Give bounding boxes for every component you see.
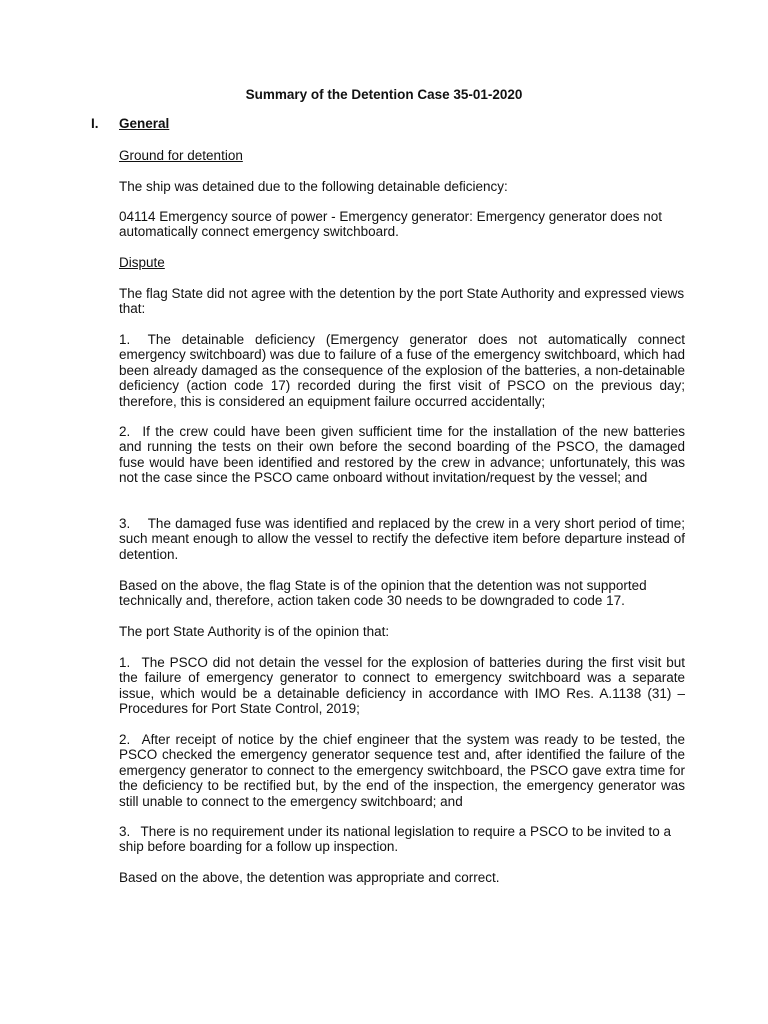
flag-point-2: 2. If the crew could have been given sufficient time for the installation of the new batteries and running the tests on their own before the second boarding of the PSCO, the damaged fuse would have been identified and restored by the crew in advance; unfortunately, this was not the case since the PSCO came onboard without invitation/request by the vessel; and: [119, 424, 685, 486]
flag-point-1: 1. The detainable deficiency (Emergency generator does not automatically connect emergency switchboard) was due to failure of a fuse of the emergency switchboard, which had been already damaged as the consequence of the explosion of the batteries, a non-detainable deficiency (action code 17) recorded during the first visit of PSCO on the previous day; therefore, this is considered an equipment failure occurred accidentally;: [119, 332, 685, 409]
port-conclusion: Based on the above, the detention was appropriate and correct.: [119, 870, 500, 885]
dispute-heading: Dispute: [119, 255, 165, 270]
flag-point-3: 3. The damaged fuse was identified and replaced by the crew in a very short period of time; such meant enough to allow the vessel to rectify the defective item before departure instead of detention.: [119, 516, 685, 562]
document-title: Summary of the Detention Case 35-01-2020: [245, 87, 523, 102]
port-intro: The port State Authority is of the opinion that:: [119, 624, 390, 639]
ground-heading: Ground for detention: [119, 148, 243, 163]
flag-conclusion: Based on the above, the flag State is of the opinion that the detention was not supported technically and, therefore, action taken code 30 needs to be downgraded to code 17.: [119, 578, 647, 609]
flag-intro: The flag State did not agree with the detention by the port State Authority and expressed views that:: [119, 286, 685, 317]
port-point-3: 3. There is no requirement under its national legislation to require a PSCO to be invited to a ship before boarding for a follow up inspection.: [119, 824, 672, 855]
ground-intro: The ship was detained due to the following detainable deficiency:: [119, 179, 508, 194]
deficiency-text: 04114 Emergency source of power - Emergency generator: Emergency generator does not automatically connect emergency switchboard.: [119, 209, 663, 240]
port-point-1: 1. The PSCO did not detain the vessel for the explosion of batteries during the first visit but the failure of emergency generator to connect to emergency switchboard was a separate issue, which would be a detainable deficiency in accordance with IMO Res. A.1138 (31) – Procedures for Port State Control, 2019;: [119, 655, 685, 717]
section-number: I.: [91, 116, 99, 131]
port-point-2: 2. After receipt of notice by the chief engineer that the system was ready to be tested, the PSCO checked the emergency generator sequence test and, after identified the failure of the emergency generator to connect to the emergency switchboard, the PSCO gave extra time for the deficiency to be rectified but, by the end of the inspection, the emergency generator was still unable to connect to the emergency switchboard; and: [119, 732, 685, 809]
section-title: General: [119, 116, 170, 131]
